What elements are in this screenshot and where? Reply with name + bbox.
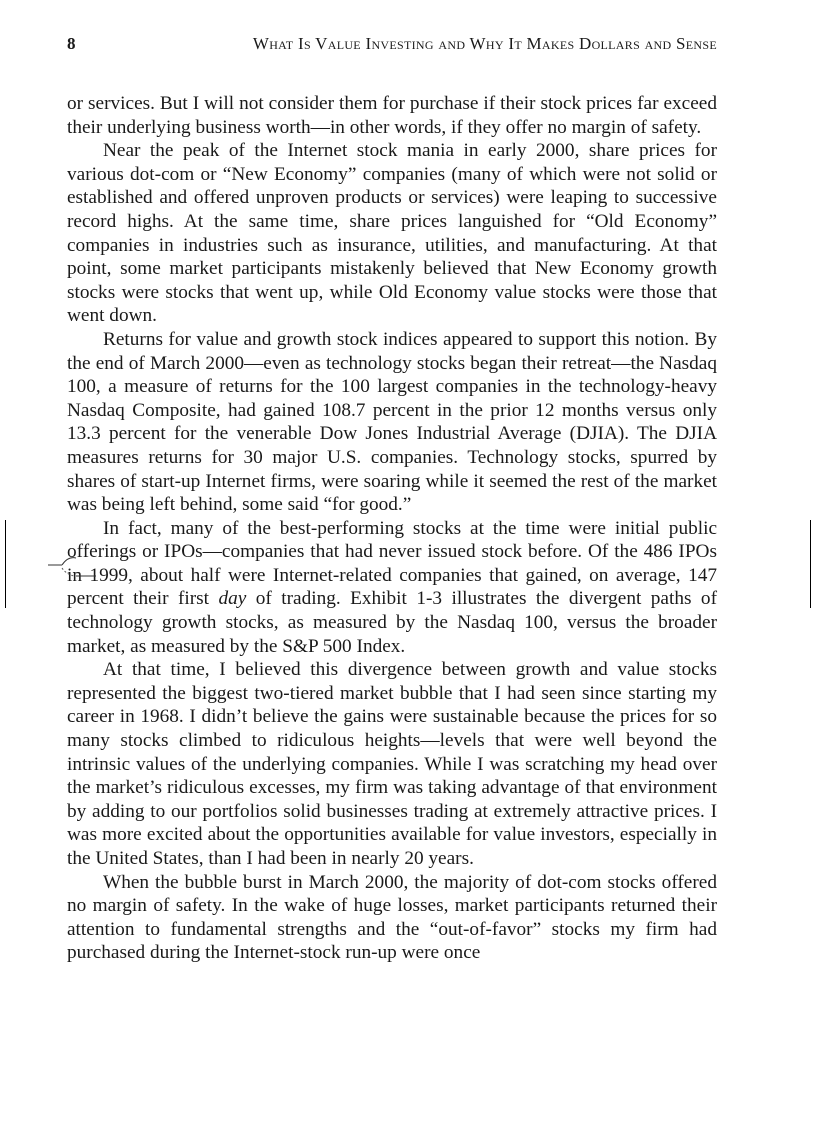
paragraph-bubble-burst: When the bubble burst in March 2000, the majority of dot-com stocks offered no margin of safety. In the wake of huge losses, market participants returned their attention to fundamental strengths and the “out-of-favor” stocks my firm had purchased during the Internet-stock run-up were once — [67, 871, 717, 964]
crop-mark-left — [5, 520, 6, 608]
paragraph-ipos — [67, 517, 717, 659]
ipo-text-start: In fact, many of the best-performing stocks at the time were initial public offerings or IPOs—companies that had never issued stock before. Of the 486 IPOs in 1999, about half were Internet-related companies that gained, on average, 147 percent their first — [67, 517, 717, 610]
page-number: 8 — [67, 34, 76, 53]
paragraph-internet-mania: Near the peak of the Internet stock mania in early 2000, share prices for various dot-com or “New Economy” companies (many of which were not solid or established and offered unproven products or services) were leaping to successive record highs. At the same time, share prices languished for “Old Economy” companies in industries such as insurance, utilities, and manufacturing. At that point, some market participants mistakenly believed that New Economy growth stocks were stocks that went up, while Old Economy value stocks were those that went down. — [67, 140, 717, 327]
paragraph-index-returns: Returns for value and growth stock indices appeared to support this notion. By the end of March 2000—even as technology stocks began their retreat—the Nasdaq 100, a measure of returns for the 100 largest companies in the technology-heavy Nasdaq Composite, had gained 108.7 percent in the prior 12 months versus only 13.3 percent for the venerable Dow Jones Industrial Average (DJIA). The DJIA measures returns for 30 major U.S. companies. Technology stocks, spurred by shares of start-up Internet firms, were soaring while it seemed the rest of the market was being left behind, some said “for good.” — [67, 328, 717, 516]
ipo-text-italic: day — [218, 588, 247, 610]
ipo-text-end: of trading. Exhibit 1-3 illustrates the divergent paths of technology growth stocks, as measured by the Nasdaq 100, versus the broader market, as measured by the S&P 500 Index. — [67, 588, 717, 657]
crop-mark-right — [810, 520, 811, 608]
paragraph-two-tiered-bubble: At that time, I believed this divergence between growth and value stocks represented the biggest two-tiered market bubble that I had seen since starting my career in 1968. I didn’t believe the gains were sustainable because the prices for so many stocks climbed to ridiculous heights—levels that were well beyond the intrinsic values of the underlying companies. While I was scratching my head over the market’s ridiculous excesses, my firm was taking advantage of that environment by adding to our portfolios solid businesses trading at extremely attractive prices. I was more excited about the opportunities available for value investors, especially in the United States, than I had been in nearly 20 years. — [67, 659, 717, 869]
body-text — [67, 92, 717, 965]
registration-mark-icon — [46, 552, 98, 582]
paragraph-continued: or services. But I will not consider them for purchase if their stock prices far exceed their underlying business worth—in other words, if they offer no margin of safety. — [67, 93, 717, 138]
running-header — [67, 34, 717, 56]
chapter-title: What Is Value Investing and Why It Makes Dollars and Sense — [252, 34, 717, 53]
